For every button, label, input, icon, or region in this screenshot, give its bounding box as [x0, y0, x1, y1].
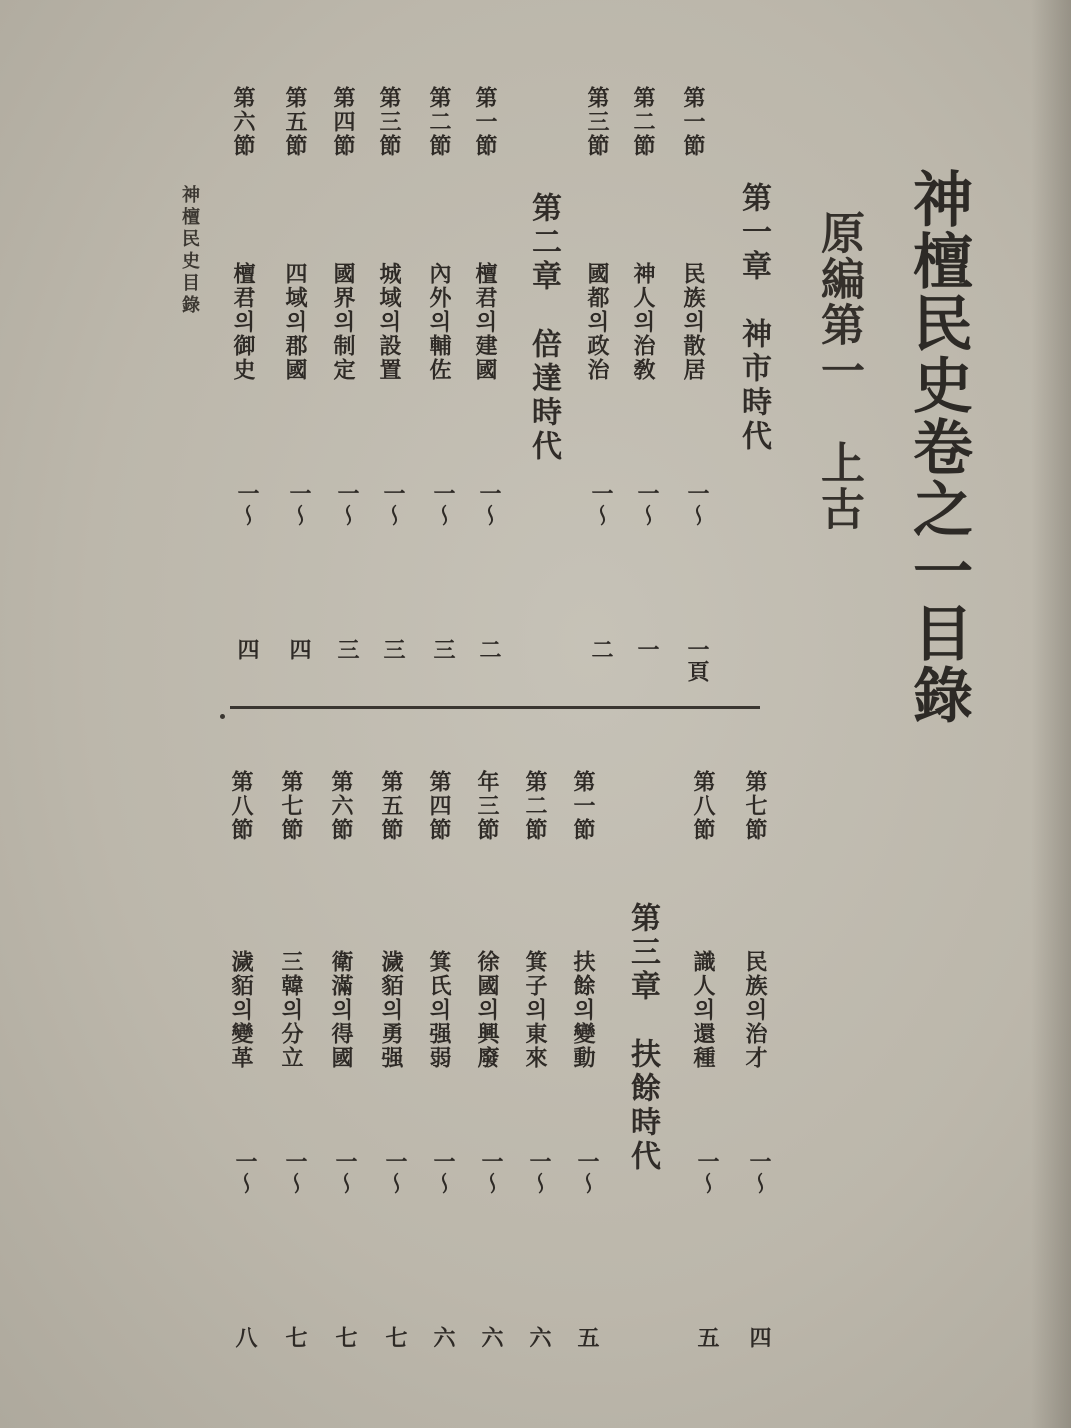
section-title: 濊貊의變革: [228, 950, 254, 1070]
section-number: 第六節: [328, 770, 354, 842]
section-number: 第二節: [522, 770, 548, 842]
section-number: 第二節: [630, 86, 656, 158]
page-number: 七: [382, 1326, 408, 1348]
page-number: 八: [232, 1326, 258, 1348]
page-range-marker: 一〜: [382, 1150, 408, 1194]
section-number: 第二節: [426, 86, 452, 158]
page-number: 四: [234, 638, 260, 660]
section-divider: [230, 706, 760, 709]
page-range-marker: 一〜: [234, 482, 260, 526]
page-number: 六: [478, 1326, 504, 1348]
section-number: 第三節: [584, 86, 610, 158]
page-range-marker: 一〜: [430, 482, 456, 526]
page-number: 五: [574, 1326, 600, 1348]
page-number: 二: [588, 638, 614, 660]
chapter-heading: 第三章 扶餘時代: [625, 902, 660, 1174]
section-number: 第三節: [376, 86, 402, 158]
page-number: 四: [746, 1326, 772, 1348]
section-number: 第八節: [228, 770, 254, 842]
section-title: 三韓의分立: [278, 950, 304, 1070]
section-title: 民族의治才: [742, 950, 768, 1070]
section-title: 檀君의御史: [230, 262, 256, 382]
part-heading: 原編第一 上古: [813, 210, 864, 532]
section-number: 第一節: [472, 86, 498, 158]
section-title: 濊貊의勇强: [378, 950, 404, 1070]
section-title: 徐國의興廢: [474, 950, 500, 1070]
section-title: 內外의輔佐: [426, 262, 452, 382]
page-range-marker: 一〜: [282, 1150, 308, 1194]
page-range-marker: 一〜: [588, 482, 614, 526]
section-number: 第七節: [278, 770, 304, 842]
section-title: 國界의制定: [330, 262, 356, 382]
page-range-marker: 一〜: [634, 482, 660, 526]
section-title: 衛滿의得國: [328, 950, 354, 1070]
page-range-marker: 一〜: [478, 1150, 504, 1194]
page-number: 四: [286, 638, 312, 660]
page-range-marker: 一〜: [476, 482, 502, 526]
section-number: 第五節: [282, 86, 308, 158]
page-range-marker: 一〜: [574, 1150, 600, 1194]
page-range-marker: 一〜: [526, 1150, 552, 1194]
page-number: 七: [332, 1326, 358, 1348]
page-range-marker: 一〜: [380, 482, 406, 526]
page-number: 三: [334, 638, 360, 660]
section-number: 第一節: [680, 86, 706, 158]
section-number: 第四節: [426, 770, 452, 842]
section-number: 第七節: [742, 770, 768, 842]
page-range-marker: 一〜: [746, 1150, 772, 1194]
section-number: 年三節: [474, 770, 500, 842]
page-number: 七: [282, 1326, 308, 1348]
book-spine-shadow: [1031, 0, 1071, 1428]
page-number: 一: [634, 638, 660, 660]
chapter-heading: 第一章 神市時代: [736, 182, 771, 454]
page-range-marker: 一〜: [286, 482, 312, 526]
page-range-marker: 一〜: [334, 482, 360, 526]
page-range-marker: 一〜: [232, 1150, 258, 1194]
section-number: 第六節: [230, 86, 256, 158]
page-number: 五: [694, 1326, 720, 1348]
section-title: 四域의郡國: [282, 262, 308, 382]
chapter-heading: 第二章 倍達時代: [526, 192, 561, 464]
page-number: 六: [526, 1326, 552, 1348]
section-title: 扶餘의變動: [570, 950, 596, 1070]
book-title: 神檀民史卷之一目錄: [903, 168, 973, 726]
section-title: 識人의還種: [690, 950, 716, 1070]
page-range-marker: 一〜: [684, 482, 710, 526]
ink-speck: [220, 714, 225, 719]
section-title: 國都의政治: [584, 262, 610, 382]
page-number: 一頁: [684, 638, 710, 682]
page-number: 六: [430, 1326, 456, 1348]
section-title: 城域의設置: [376, 262, 402, 382]
running-footer: 神檀民史目錄: [179, 185, 200, 317]
section-number: 第四節: [330, 86, 356, 158]
section-title: 箕子의東來: [522, 950, 548, 1070]
section-number: 第五節: [378, 770, 404, 842]
section-title: 箕氏의强弱: [426, 950, 452, 1070]
page-range-marker: 一〜: [332, 1150, 358, 1194]
page-range-marker: 一〜: [694, 1150, 720, 1194]
section-title: 神人의治敎: [630, 262, 656, 382]
page-range-marker: 一〜: [430, 1150, 456, 1194]
page-number: 三: [430, 638, 456, 660]
page-number: 二: [476, 638, 502, 660]
section-number: 第一節: [570, 770, 596, 842]
section-number: 第八節: [690, 770, 716, 842]
page-number: 三: [380, 638, 406, 660]
section-title: 檀君의建國: [472, 262, 498, 382]
section-title: 民族의散居: [680, 262, 706, 382]
